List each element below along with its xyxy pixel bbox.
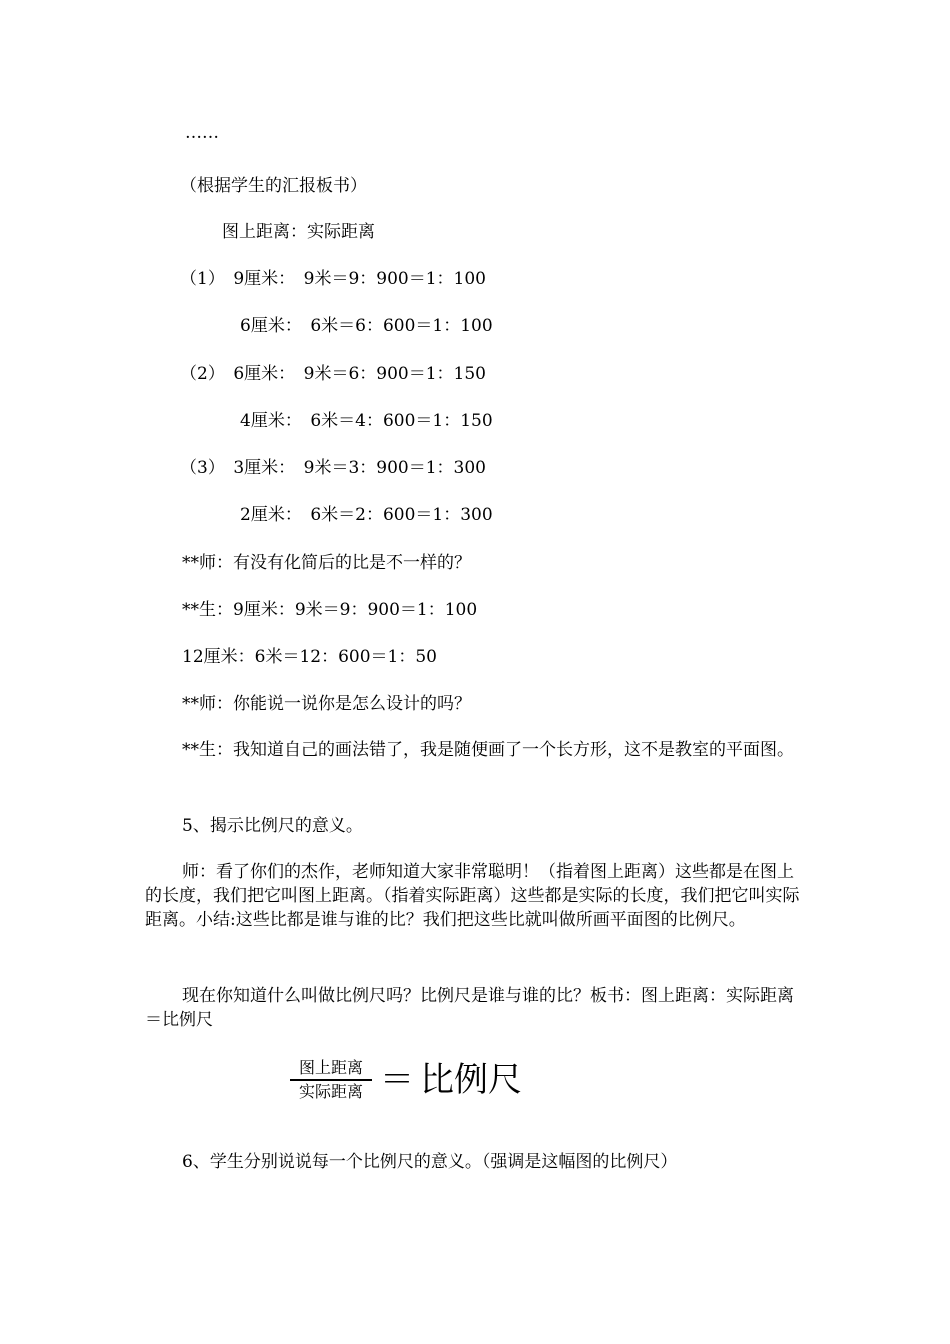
formula-fraction — [290, 1058, 372, 1102]
ratio-row-2a: （2） 6厘米： 9米＝6：900＝1：150 — [180, 364, 486, 384]
board-note: （根据学生的汇报板书） — [180, 176, 367, 196]
scale-formula — [290, 1054, 522, 1106]
ratio-header: 图上距离：实际距离 — [222, 222, 375, 242]
ratio-row-2b: 4厘米： 6米＝4：600＝1：150 — [240, 411, 493, 431]
step-5-heading: 5、揭示比例尺的意义。 — [182, 816, 363, 836]
teacher-question-1: **师：有没有化简后的比是不一样的？ — [182, 553, 471, 573]
teacher-question-2: **师：你能说一说你是怎么设计的吗？ — [182, 694, 471, 714]
formula-denominator: 实际距离 — [298, 1082, 363, 1101]
ratio-row-1a: （1） 9厘米： 9米＝9：900＝1：100 — [180, 269, 486, 289]
formula-numerator: 图上距离 — [298, 1058, 363, 1077]
formula-result: 比例尺 — [420, 1060, 522, 1100]
ellipsis-text: …… — [185, 123, 219, 143]
student-answer-1b: 12厘米：6米＝12：600＝1：50 — [182, 647, 437, 667]
step-6-heading: 6、学生分别说说每一个比例尺的意义。（强调是这幅图的比例尺） — [182, 1152, 678, 1172]
formula-equals: ＝ — [380, 1060, 414, 1100]
ratio-row-3b: 2厘米： 6米＝2：600＝1：300 — [240, 505, 493, 525]
ratio-row-3a: （3） 3厘米： 9米＝3：900＝1：300 — [180, 458, 486, 478]
student-answer-2: **生：我知道自己的画法错了，我是随便画了一个长方形，这不是教室的平面图。 — [182, 740, 794, 760]
ratio-row-1b: 6厘米： 6米＝6：600＝1：100 — [240, 316, 493, 336]
student-answer-1: **生：9厘米：9米＝9：900＝1：100 — [182, 600, 478, 620]
teacher-explanation: 师：看了你们的杰作，老师知道大家非常聪明！（指着图上距离）这些都是在图上的长度，我们把它叫图上距离。（指着实际距离）这些都是实际的长度，我们把它叫实际距离。小结:这些比都是谁与谁的比？我们把这些比就叫做所画平面图的比例尺。 — [145, 862, 800, 930]
definition-question: 现在你知道什么叫做比例尺吗？比例尺是谁与谁的比？板书：图上距离：实际距离＝比例尺 — [145, 986, 794, 1030]
